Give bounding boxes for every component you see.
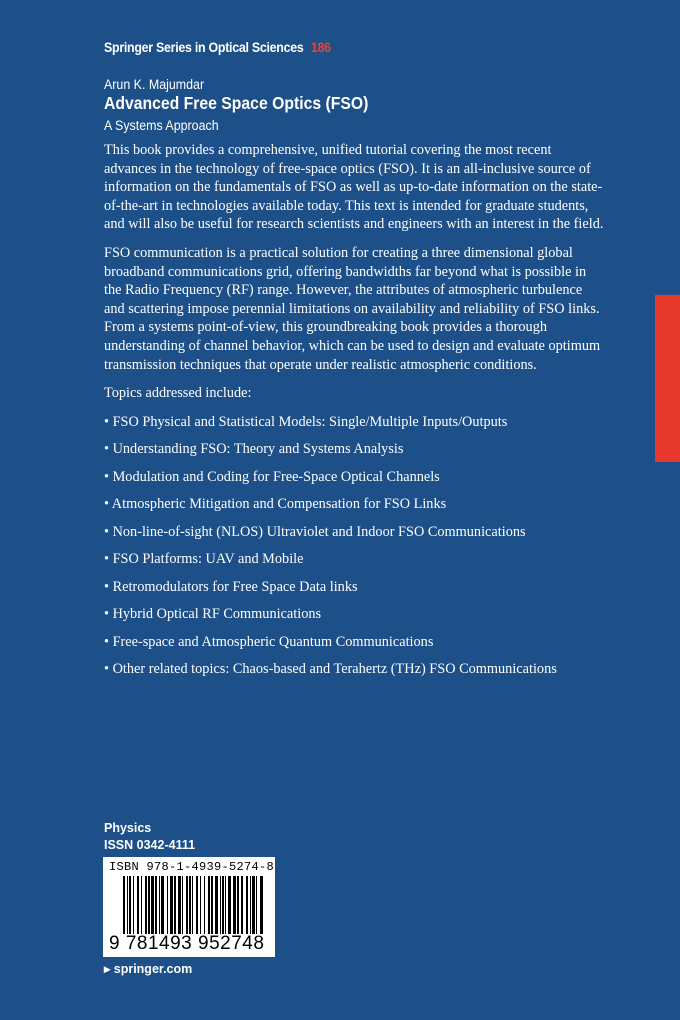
paragraph: This book provides a comprehensive, unified tutorial covering the most recent advances in the technology of free-space optics (FSO). It is an all-inclusive source of information on the fundamentals of FSO as well as up-to-date information on the state-of-the-art in technologies available today. This text is intended for graduate students, and will also be useful for research scientists and engineers with an interest in the field.	[104, 142, 604, 233]
barcode-digits: 9 781493 952748	[109, 933, 265, 954]
website-link[interactable]: ▸ springer.com	[104, 962, 193, 976]
list-item: • Understanding FSO: Theory and Systems Analysis	[104, 441, 404, 458]
barcode-bar	[133, 876, 134, 934]
list-item: • Other related topics: Chaos-based and Terahertz (THz) FSO Communications	[104, 661, 557, 678]
list-item: • Hybrid Optical RF Communications	[104, 606, 322, 623]
series-line	[104, 40, 331, 55]
paragraph: Topics addressed include:	[104, 385, 252, 402]
barcode-bar	[233, 876, 236, 934]
issn: ISSN 0342-4111	[104, 838, 196, 852]
barcode-bar	[155, 876, 157, 934]
barcode-bar	[211, 876, 213, 934]
topic-list	[104, 413, 604, 679]
barcode-bar	[200, 876, 201, 934]
barcode-bar	[222, 876, 224, 934]
barcode-bar	[151, 876, 154, 934]
barcode-bar	[137, 876, 139, 934]
barcode-bar	[204, 876, 205, 934]
list-item: • Retromodulators for Free Space Data links	[104, 578, 358, 595]
barcode-bar	[145, 876, 147, 934]
author: Arun K. Majumdar	[104, 77, 205, 92]
barcode-bar	[148, 876, 150, 934]
barcode-bar	[196, 876, 198, 934]
barcode-bar	[186, 876, 188, 934]
series-name: Springer Series in Optical Sciences	[104, 40, 304, 55]
barcode-bar	[174, 876, 176, 934]
barcode	[103, 857, 275, 957]
barcode-bar	[225, 876, 226, 934]
book-title: Advanced Free Space Optics (FSO)	[104, 93, 369, 113]
barcode-bar	[123, 876, 125, 934]
barcode-bar	[161, 876, 164, 934]
book-subtitle: A Systems Approach	[104, 118, 219, 133]
barcode-bar	[220, 876, 221, 934]
series-number: 186	[310, 40, 331, 55]
list-item: • FSO Platforms: UAV and Mobile	[104, 551, 304, 568]
barcode-bar	[260, 876, 263, 934]
barcode-bar	[228, 876, 231, 934]
barcode-bar	[129, 876, 131, 934]
barcode-bar	[189, 876, 191, 934]
barcode-bar	[141, 876, 142, 934]
paragraph: FSO communication is a practical solution for creating a three dimensional global broadband communications grid, offering bandwidths far beyond what is possible in the Radio Frequency (RF) range. However, the attributes of atmospheric turbulence and scattering impose perennial limitations on availability and reliability of FSO links. From a systems point-of-view, this groundbreaking book provides a thorough understanding of channel behavior, which can be used to design and evaluate optimum transmission techniques that operate under realistic atmospheric conditions.	[104, 244, 601, 373]
barcode-bar	[192, 876, 193, 934]
isbn: ISBN 978-1-4939-5274-8	[109, 860, 275, 874]
barcode-bar	[208, 876, 210, 934]
subject-label: Physics	[104, 821, 152, 835]
list-item: • FSO Physical and Statistical Models: Single/Multiple Inputs/Outputs	[104, 413, 508, 430]
barcode-bar	[246, 876, 248, 934]
barcode-bar	[167, 876, 168, 934]
barcode-bar	[178, 876, 181, 934]
barcode-bar	[215, 876, 218, 934]
barcode-bar	[241, 876, 243, 934]
accent-bar	[655, 295, 680, 462]
barcode-bar	[256, 876, 257, 934]
barcode-bar	[252, 876, 255, 934]
list-item: • Atmospheric Mitigation and Compensation for FSO Links	[104, 496, 447, 513]
barcode-bars	[123, 876, 263, 938]
blurb	[104, 141, 604, 688]
list-item: • Modulation and Coding for Free-Space Optical Channels	[104, 468, 440, 485]
list-item: • Non-line-of-sight (NLOS) Ultraviolet and Indoor FSO Communications	[104, 523, 526, 540]
barcode-bar	[127, 876, 128, 934]
list-item: • Free-space and Atmospheric Quantum Communications	[104, 633, 434, 650]
barcode-bar	[182, 876, 183, 934]
barcode-bar	[250, 876, 251, 934]
barcode-bar	[237, 876, 239, 934]
barcode-bar	[159, 876, 160, 934]
barcode-bar	[170, 876, 173, 934]
